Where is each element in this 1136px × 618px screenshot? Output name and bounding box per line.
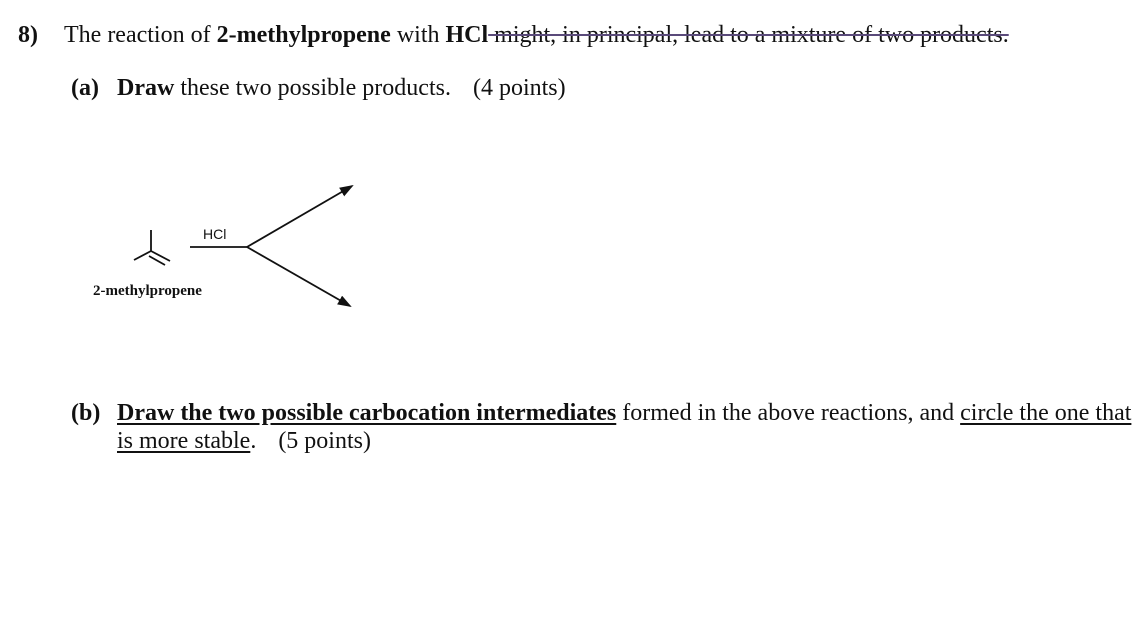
arrow-up — [247, 186, 352, 247]
double-bond-outer — [151, 251, 170, 261]
question-number: 8) — [18, 22, 38, 48]
part-b-underlined-2: circle the one that — [960, 400, 1132, 426]
question-compound: 2-methylpropene — [216, 22, 391, 48]
question-reagent: HCl — [445, 22, 489, 48]
molecule-structure — [134, 230, 170, 265]
part-a-verb: Draw — [117, 75, 175, 101]
question-line — [18, 20, 1009, 50]
part-a-points: (4 points) — [472, 75, 566, 101]
question-text-before: The reaction of — [64, 22, 217, 48]
part-b-text-1: formed in the above reactions, and — [616, 400, 961, 426]
reagent-label: HCl — [203, 226, 227, 242]
part-a-line — [71, 73, 566, 103]
part-a-text: these two possible products. — [174, 75, 451, 101]
part-b-label: (b) — [71, 400, 101, 426]
part-b-text-3: . — [250, 428, 257, 454]
methyl-bond-left — [134, 251, 151, 260]
arrow-down — [247, 247, 350, 306]
part-b-line-1 — [71, 398, 1131, 428]
double-bond-inner — [149, 256, 165, 265]
part-b-underlined-1: Draw the two possible carbocation intermediates — [117, 400, 617, 426]
part-b-underlined-3: is more stable — [117, 428, 251, 454]
part-b-points: (5 points) — [278, 428, 371, 454]
part-b-line-2 — [117, 426, 371, 456]
question-text-with: with — [390, 22, 446, 48]
compound-name-label: 2-methylpropene — [93, 283, 202, 299]
part-a-label: (a) — [71, 75, 99, 101]
question-text-after: might, in principal, lead to a mixture of two products. — [488, 22, 1009, 48]
